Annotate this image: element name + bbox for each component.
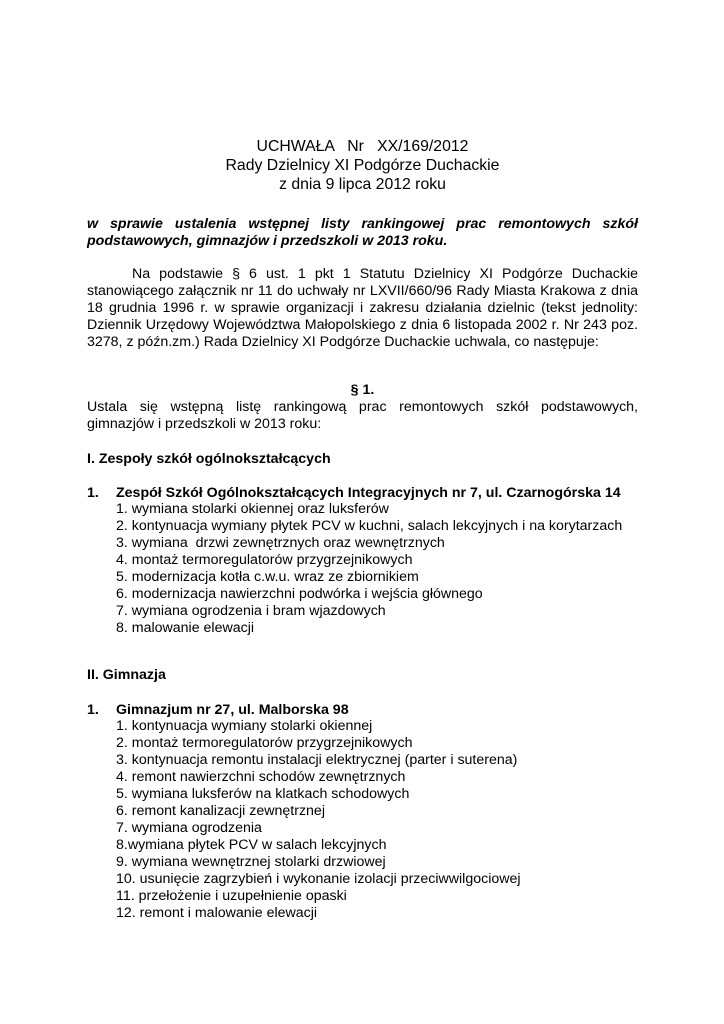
list-item: 6. modernizacja nawierzchni podwórka i wejścia głównego bbox=[116, 586, 483, 602]
title-council: Rady Dzielnicy XI Podgórze Duchackie bbox=[225, 157, 500, 174]
school-number: 1. bbox=[87, 485, 99, 501]
school-entry-gimnazjum-27 bbox=[87, 702, 638, 719]
list-item: 6. remont kanalizacji zewnętrznej bbox=[116, 803, 325, 819]
paragraph-heading: § 1. bbox=[350, 382, 375, 398]
list-item: 8.wymiana płytek PCV w salach lekcyjnych bbox=[116, 837, 387, 853]
section-heading-gymnasiums: II. Gimnazja bbox=[87, 667, 166, 683]
list-item: 12. remont i malowanie elewacji bbox=[116, 905, 318, 921]
school-number: 1. bbox=[87, 702, 99, 718]
school-entry-zsoi-7 bbox=[87, 485, 638, 502]
list-item: 5. wymiana luksferów na klatkach schodowych bbox=[116, 786, 410, 802]
list-item: 2. montaż termoregulatorów przygrzejnikowych bbox=[116, 735, 413, 751]
list-item: 3. wymiana drzwi zewnętrznych oraz wewnętrznych bbox=[116, 535, 445, 551]
school-name: Gimnazjum nr 27, ul. Malborska 98 bbox=[116, 702, 349, 718]
list-item: 10. usunięcie zagrzybień i wykonanie izolacji przeciwwilgociowej bbox=[116, 871, 521, 887]
resolution-subject: w sprawie ustalenia wstępnej listy rankingowej prac remontowych szkół podstawowych, gimnazjów i przedszkoli w 2013 roku. bbox=[87, 216, 638, 249]
resolution-title bbox=[87, 137, 638, 194]
list-item: 1. kontynuacja wymiany stolarki okiennej bbox=[116, 718, 373, 734]
school-name: Zespół Szkół Ogólnokształcących Integracyjnych nr 7, ul. Czarnogórska 14 bbox=[116, 485, 621, 501]
list-item: 4. remont nawierzchni schodów zewnętrznych bbox=[116, 769, 406, 785]
title-number: UCHWAŁA Nr XX/169/2012 bbox=[256, 138, 469, 155]
list-item: 7. wymiana ogrodzenia bbox=[116, 820, 262, 836]
section-heading-general-schools: I. Zespoły szkół ogólnokształcących bbox=[87, 451, 331, 467]
legal-basis-paragraph: Na podstawie § 6 ust. 1 pkt 1 Statutu Dzielnicy XI Podgórze Duchackie stanowiącego załącznik nr 11 do uchwały nr LXVII/660/96 Rady Miasta Krakowa z dnia 18 grudnia 1996 r. w sprawie organizacji i zakresu działania dzielnic (tekst jednolity: Dziennik Urzędowy Województwa Małopolskiego z dnia 6 listopada 2002 r. Nr 243 poz. 3278, z późn.zm.) Rada Dzielnicy XI Podgórze Duchackie uchwala, co następuje: bbox=[87, 266, 638, 350]
title-date: z dnia 9 lipca 2012 roku bbox=[279, 176, 446, 193]
list-item: 1. wymiana stolarki okiennej oraz luksferów bbox=[116, 501, 389, 517]
list-item: 11. przełożenie i uzupełnienie opaski bbox=[116, 888, 347, 904]
list-item: 7. wymiana ogrodzenia i bram wjazdowych bbox=[116, 603, 386, 619]
list-item: 8. malowanie elewacji bbox=[116, 620, 255, 636]
works-list-zsoi-7 bbox=[116, 501, 636, 637]
works-list-gimnazjum-27 bbox=[116, 718, 636, 922]
list-item: 4. montaż termoregulatorów przygrzejnikowych bbox=[116, 552, 413, 568]
paragraph-text: Ustala się wstępną listę rankingową prac remontowych szkół podstawowych, gimnazjów i przedszkoli w 2013 roku: bbox=[87, 399, 638, 432]
list-item: 2. kontynuacja wymiany płytek PCV w kuchni, salach lekcyjnych i na korytarzach bbox=[116, 518, 623, 534]
list-item: 9. wymiana wewnętrznej stolarki drzwiowej bbox=[116, 854, 386, 870]
list-item: 3. kontynuacja remontu instalacji elektrycznej (parter i suterena) bbox=[116, 752, 518, 768]
list-item: 5. modernizacja kotła c.w.u. wraz ze zbiornikiem bbox=[116, 569, 419, 585]
